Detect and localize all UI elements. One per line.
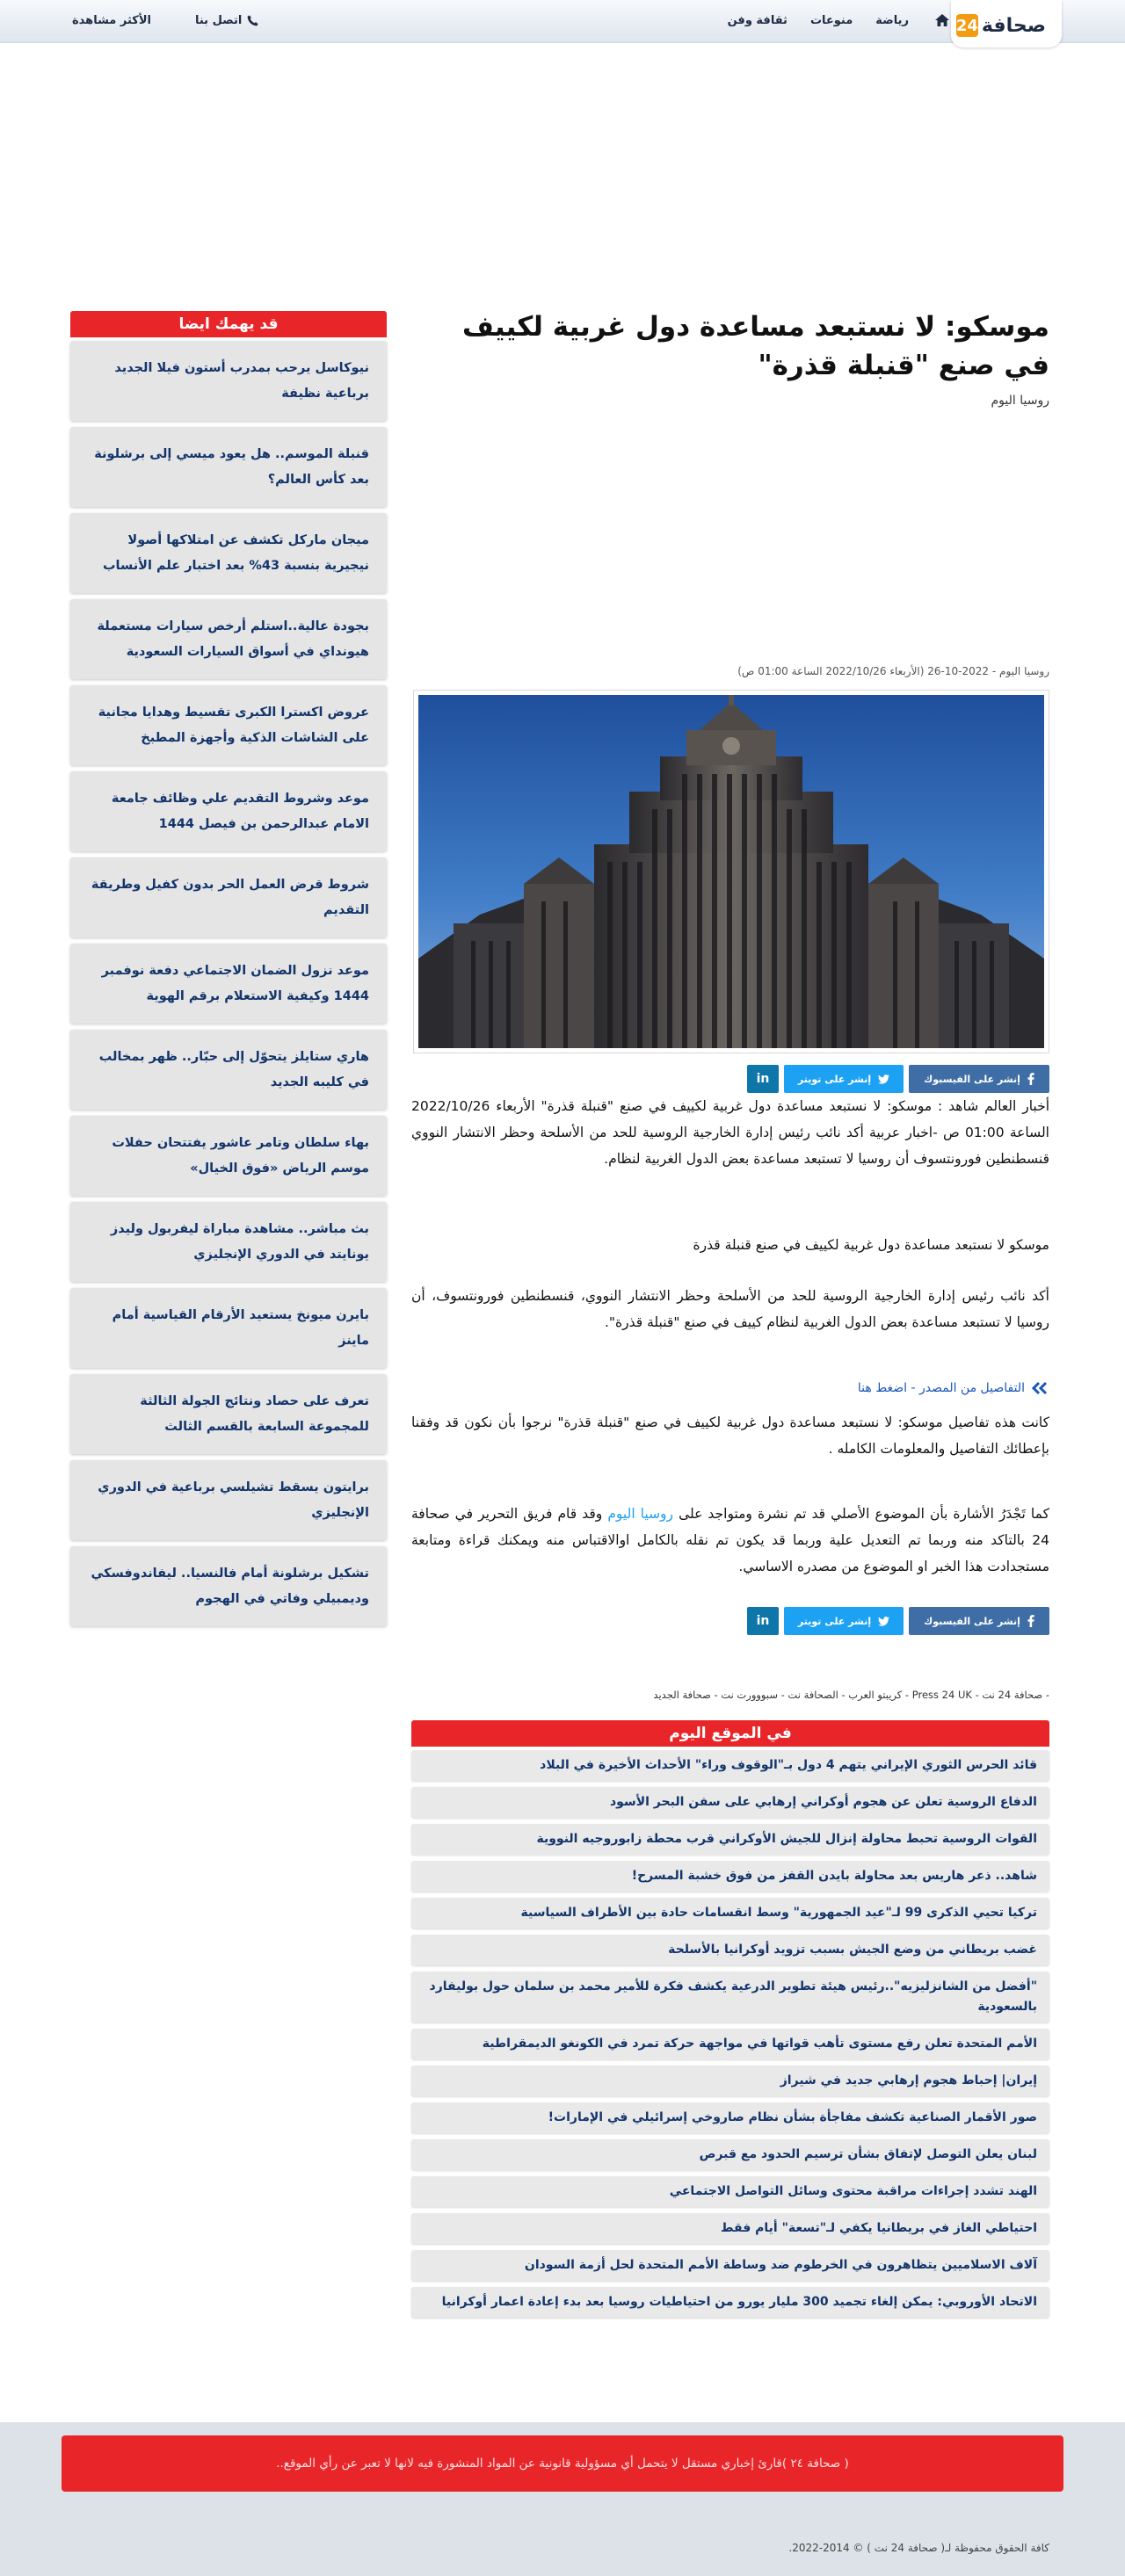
share-linkedin-button[interactable] <box>747 1065 779 1093</box>
related-item[interactable]: بايرن ميونخ يستعيد الأرقام القياسية أمام ماينز <box>70 1288 387 1368</box>
today-item[interactable]: "أفضل من الشانزليزيه"..رئيس هيئة تطوير الدرعية يكشف فكرة للأمير محمد بن سلمان حول بوليفارد بالسعودية <box>411 1972 1049 2022</box>
main-nav <box>705 0 949 40</box>
nav-item-misc[interactable]: منوعات <box>809 13 853 27</box>
twitter-icon <box>878 1617 889 1626</box>
source-link[interactable] <box>858 1381 1049 1395</box>
article-paragraph-4: كانت هذه تفاصيل موسكو: لا نستبعد مساعدة دول غربية لكييف في صنع "قنبلة قذرة" نرجوا بأن نكون قد وفقنا بإعطائك التفاصيل والمعلومات الكامله . <box>411 1415 1049 1457</box>
contact-link[interactable] <box>195 14 258 27</box>
share-bar-top <box>747 1065 1049 1093</box>
site-logo[interactable] <box>951 0 1062 47</box>
share-linkedin-button-bottom[interactable] <box>747 1607 779 1635</box>
partner-sites-line: - صحافة 24 نت - Press 24 UK - كريبتو العرب - الصحافة نت - سبووورت نت - صحافة الجديد <box>653 1689 1049 1701</box>
contact-label: اتصل بنا <box>194 13 243 27</box>
today-on-site-heading: في الموقع اليوم <box>411 1720 1049 1747</box>
top-navigation-bar <box>0 0 1125 43</box>
today-item[interactable]: آلاف الاسلاميين يتظاهرون في الخرطوم ضد وساطة الأمم المتحدة لحل أزمة السودان <box>411 2250 1049 2281</box>
logo-text: صحافة <box>981 14 1046 37</box>
today-on-site-list <box>411 1750 1049 2324</box>
paragraph-5-rest: وقد قام فريق التحرير في صحافة 24 بالتاكد منه وربما تم التعديل علية وربما قد يكون تم نقله بالكامل اوالاقتباس منه ويمكنك قراءة ومتابعة مستجدادت هذا الخبر او الموضوع من مصدره الاساسي. <box>411 1506 1049 1574</box>
today-item[interactable]: تركيا تحيي الذكرى 99 لـ"عيد الجمهورية" وسط انقسامات حادة بين الأطراف السياسية <box>411 1898 1049 1928</box>
related-item[interactable]: بجودة عالية..استلم أرخص سيارات مستعملة هيونداي في أسواق السيارات السعودية <box>70 599 387 679</box>
building-photo <box>418 695 1044 1048</box>
related-item[interactable]: عروض اكسترا الكبرى تقسيط وهدايا مجانية على الشاشات الذكية وأجهزة المطبخ <box>70 685 387 765</box>
secondary-nav <box>72 0 258 40</box>
related-item[interactable]: شروط قرض العمل الحر بدون كفيل وطريقة التقديم <box>70 857 387 937</box>
share-facebook-label: إنشر على الفيسبوك <box>924 1615 1020 1627</box>
footer-disclaimer: ( صحافة ٢٤ )قارئ إخباري مستقل لا يتحمل أي مسؤولية قانونية عن المواد المنشورة فيه لانها لا تعبر عن رأي الموقع.. <box>62 2435 1063 2492</box>
related-list <box>70 341 387 1632</box>
share-bar-bottom <box>747 1607 1049 1635</box>
paragraph-5-intro: كما تَجْدَرُ الأشارة بأن الموضوع الأصلي قد تم نشرة ومتواجد على <box>679 1506 1049 1522</box>
facebook-icon <box>1027 1615 1034 1627</box>
share-twitter-label: إنشر على تويتر <box>797 1073 872 1085</box>
today-item[interactable]: الاتحاد الأوروبي: يمكن إلغاء تجميد 300 مليار يورو من احتياطيات روسيا بعد بدء إعادة اعمار أوكرانيا <box>411 2287 1049 2318</box>
footer-copyright: كافة الحقوق محفوظة لـ( صحافة 24 نت ) © 2014-2022. <box>788 2542 1049 2554</box>
today-item[interactable]: قائد الحرس الثوري الإيراني يتهم 4 دول بـ"الوقوف وراء" الأحداث الأخيرة في البلاد <box>411 1750 1049 1781</box>
share-facebook-button[interactable] <box>909 1065 1049 1093</box>
nav-item-most-viewed[interactable]: الأكثر مشاهدة <box>72 13 151 27</box>
article-paragraph-2: موسكو لا نستبعد مساعدة دول غربية لكييف في صنع قنبلة قذرة <box>693 1237 1049 1253</box>
article-paragraph-3: أكد نائب رئيس إدارة الخارجية الروسية للحد من الأسلحة وحظر الانتشار النووي، قنسطنطين فورونتسوف، أن روسيا لا تستبعد مساعدة بعض الدول الغربية لنظام كييف في صنع "قنبلة قذرة". <box>411 1288 1049 1330</box>
today-item[interactable]: القوات الروسية تحبط محاولة إنزال للجيش الأوكراني قرب محطة زابوروجيه النووية <box>411 1824 1049 1855</box>
article-source: روسيا اليوم <box>991 394 1049 408</box>
today-item[interactable]: الدفاع الروسية تعلن عن هجوم أوكراني إرهابي على سفن البحر الأسود <box>411 1787 1049 1818</box>
today-item[interactable]: غضب بريطاني من وضع الجيش بسبب تزويد أوكرانيا بالأسلحة <box>411 1935 1049 1965</box>
home-icon[interactable] <box>935 14 949 26</box>
related-item[interactable]: بث مباشر.. مشاهدة مباراة ليفربول وليدز يونايتد في الدوري الإنجليزي <box>70 1202 387 1282</box>
today-item[interactable]: شاهد.. ذعر هاريس بعد محاولة بايدن القفز من فوق خشبة المسرح! <box>411 1861 1049 1892</box>
share-facebook-label: إنشر على الفيسبوك <box>924 1073 1020 1085</box>
article-header <box>411 308 1049 408</box>
article-image <box>413 690 1049 1053</box>
linkedin-icon: in <box>756 1072 770 1086</box>
related-item[interactable]: تعرف على حصاد ونتائج الجولة الثالثة للمجموعة السابعة بالقسم الثالث <box>70 1374 387 1454</box>
today-item[interactable]: الأمم المتحدة تعلن رفع مستوى تأهب قواتها في مواجهة حركة تمرد في الكونغو الديمقراطية <box>411 2029 1049 2059</box>
related-item[interactable]: نيوكاسل يرحب بمدرب أستون فيلا الجديد برباعية نظيفة <box>70 341 387 421</box>
related-item[interactable]: ميجان ماركل تكشف عن امتلاكها أصولا نيجيرية بنسبة 43% بعد اختبار علم الأنساب <box>70 513 387 593</box>
original-source-link[interactable]: روسيا اليوم <box>607 1506 674 1522</box>
related-heading: قد يهمك ايضا <box>70 311 387 337</box>
article-paragraph-1: أخبار العالم شاهد : موسكو: لا نستبعد مساعدة دول غربية لكييف في صنع "قنبلة قذرة" الأربعاء 2022/10/26 الساعة 01:00 ص -اخبار عربية أكد نائب رئيس إدارة الخارجية الروسية للحد من الأسلحة وحظر الانتشار النووي قنسطنطين فورونتسوف أن روسيا لا تستبعد مساعدة بعض الدول الغربية لنظام. <box>411 1098 1049 1167</box>
related-item[interactable]: موعد نزول الضمان الاجتماعي دفعة نوفمبر 1444 وكيفية الاستعلام برقم الهوية <box>70 944 387 1024</box>
share-twitter-label: إنشر على تويتر <box>797 1615 872 1627</box>
related-item[interactable]: تشكيل برشلونة أمام فالنسيا.. ليفاندوفسكي وديمبيلي وفاتي في الهجوم <box>70 1546 387 1626</box>
article-meta: روسيا اليوم - 2022-10-26 (الأربعاء 2022/10/26 الساعة 01:00 ص) <box>737 665 1049 677</box>
phone-icon <box>247 15 258 26</box>
share-twitter-button-bottom[interactable] <box>784 1607 904 1635</box>
related-item[interactable]: برايتون يسقط تشيلسي برباعية في الدوري الإنجليزي <box>70 1460 387 1540</box>
logo-badge: 24 <box>956 14 978 37</box>
share-twitter-button[interactable] <box>784 1065 904 1093</box>
today-item[interactable]: صور الأقمار الصناعية تكشف مفاجأة بشأن نظام صاروخي إسرائيلي في الإمارات! <box>411 2102 1049 2133</box>
related-item[interactable]: موعد وشروط التقديم علي وظائف جامعة الامام عبدالرحمن بن فيصل 1444 <box>70 771 387 851</box>
related-item[interactable]: قنبلة الموسم.. هل يعود ميسي إلى برشلونة بعد كأس العالم؟ <box>70 427 387 507</box>
today-item[interactable]: الهند تشدد إجراءات مراقبة محتوى وسائل التواصل الاجتماعي <box>411 2176 1049 2207</box>
today-item[interactable]: احتياطي الغاز في بريطانيا يكفي لـ"تسعة" أيام فقط <box>411 2213 1049 2244</box>
article-paragraph-5 <box>411 1501 1049 1580</box>
facebook-icon <box>1027 1073 1034 1085</box>
twitter-icon <box>878 1075 889 1084</box>
related-item[interactable]: بهاء سلطان وتامر عاشور يفتتحان حفلات موسم الرياض «فوق الخيال» <box>70 1116 387 1196</box>
today-item[interactable]: لبنان يعلن التوصل لإتفاق بشأن ترسيم الحدود مع قبرص <box>411 2139 1049 2170</box>
article-title: موسكو: لا نستبعد مساعدة دول غربية لكييف في صنع "قنبلة قذرة" <box>462 311 1049 381</box>
source-link-label: التفاصيل من المصدر - اضغط هنا <box>857 1381 1025 1395</box>
linkedin-icon: in <box>756 1614 770 1628</box>
today-item[interactable]: إيران| إحباط هجوم إرهابي جديد في شيراز <box>411 2066 1049 2096</box>
nav-item-sports[interactable]: رياضة <box>875 13 909 27</box>
double-chevron-left-icon <box>1030 1381 1049 1395</box>
share-facebook-button-bottom[interactable] <box>909 1607 1049 1635</box>
nav-item-culture[interactable]: ثقافة وفن <box>727 13 788 27</box>
related-item[interactable]: هاري ستايلز يتحوّل إلى حبّار.. ظهر بمخالب في كليبه الجديد <box>70 1030 387 1110</box>
